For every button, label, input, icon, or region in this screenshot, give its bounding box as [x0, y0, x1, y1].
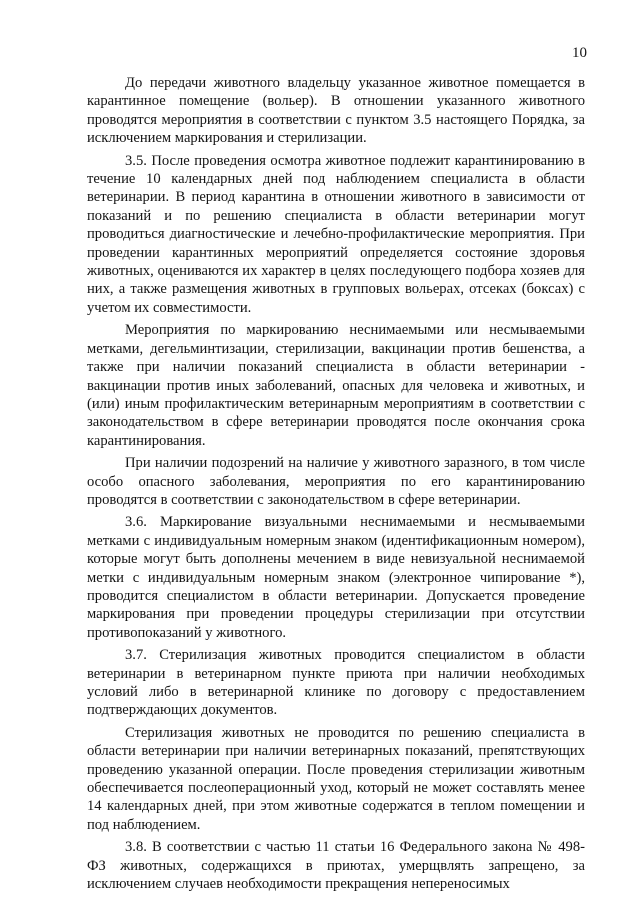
paragraph-marking-measures: Мероприятия по маркированию неснимаемыми или несмываемыми метками, дегельминтизации, стерилизации, вакцинации против бешенства, а также при наличии показаний специалиста в области ветеринарии - вакцинации против иных заболеваний, опасных для человека и животных, и (или) иным профилактическим ветеринарным мероприятиям в соответствии с законодательством в сфере ветеринарии проводятся после окончания срока карантинирования.: [87, 322, 585, 449]
page-number: 10: [572, 45, 587, 61]
paragraph-3-5-quarantine: 3.5. После проведения осмотра животное подлежит карантинированию в течение 10 календарных дней под наблюдением специалиста в области ветеринарии. В период карантина в отношении животного в зависимости от показаний и по решению специалиста в области ветеринарии могут проводиться диагностические и лечебно-профилактические мероприятия. При проведении карантинных мероприятий определяется состояние здоровья животных, оцениваются их характер в целях последующего подбора хозяев для них, а также размещения животных в групповых вольерах, отсеках (боксах) с учетом их совместимости.: [87, 152, 585, 316]
paragraph-3-6-marking: 3.6. Маркирование визуальными неснимаемыми и несмываемыми метками с индивидуальным номерным знаком (идентификационным номером), которые могут быть дополнены мечением в виде невизуальной неснимаемой метки с индивидуальным номерным знаком (электронное чипирование *), проводится специалистом в области ветеринарии. Допускается проведение маркирования при проведении процедуры стерилизации при отсутствии противопоказаний у животного.: [87, 514, 585, 641]
page-body: [87, 74, 585, 893]
paragraph-sterilization-exceptions: Стерилизация животных не проводится по решению специалиста в области ветеринарии при наличии ветеринарных показаний, препятствующих проведению указанной операции. После проведения стерилизации животным обеспечивается послеоперационный уход, который не может составлять менее 14 календарных дней, при этом животные содержатся в теплом помещении и под наблюдением.: [87, 724, 585, 833]
paragraph-3-8-euthanasia-ban: 3.8. В соответствии с частью 11 статьи 16 Федерального закона № 498-ФЗ животных, содержащихся в приютах, умерщвлять запрещено, за исключением случаев необходимости прекращения непереносимых: [87, 839, 585, 893]
paragraph-3-7-sterilization: 3.7. Стерилизация животных проводится специалистом в области ветеринарии в ветеринарном пункте приюта при наличии необходимых условий либо в ветеринарной клинике по договору с предоставлением подтверждающих документов.: [87, 647, 585, 719]
paragraph-handover-quarantine: До передачи животного владельцу указанное животное помещается в карантинное помещение (вольер). В отношении указанного животного проводятся мероприятия в соответствии с пунктом 3.5 настоящего Порядка, за исключением маркирования и стерилизации.: [87, 75, 585, 147]
paragraph-infection-suspicion: При наличии подозрений на наличие у животного заразного, в том числе особо опасного заболевания, мероприятия по его карантинированию проводятся в соответствии с законодательством в сфере ветеринарии.: [87, 455, 585, 508]
